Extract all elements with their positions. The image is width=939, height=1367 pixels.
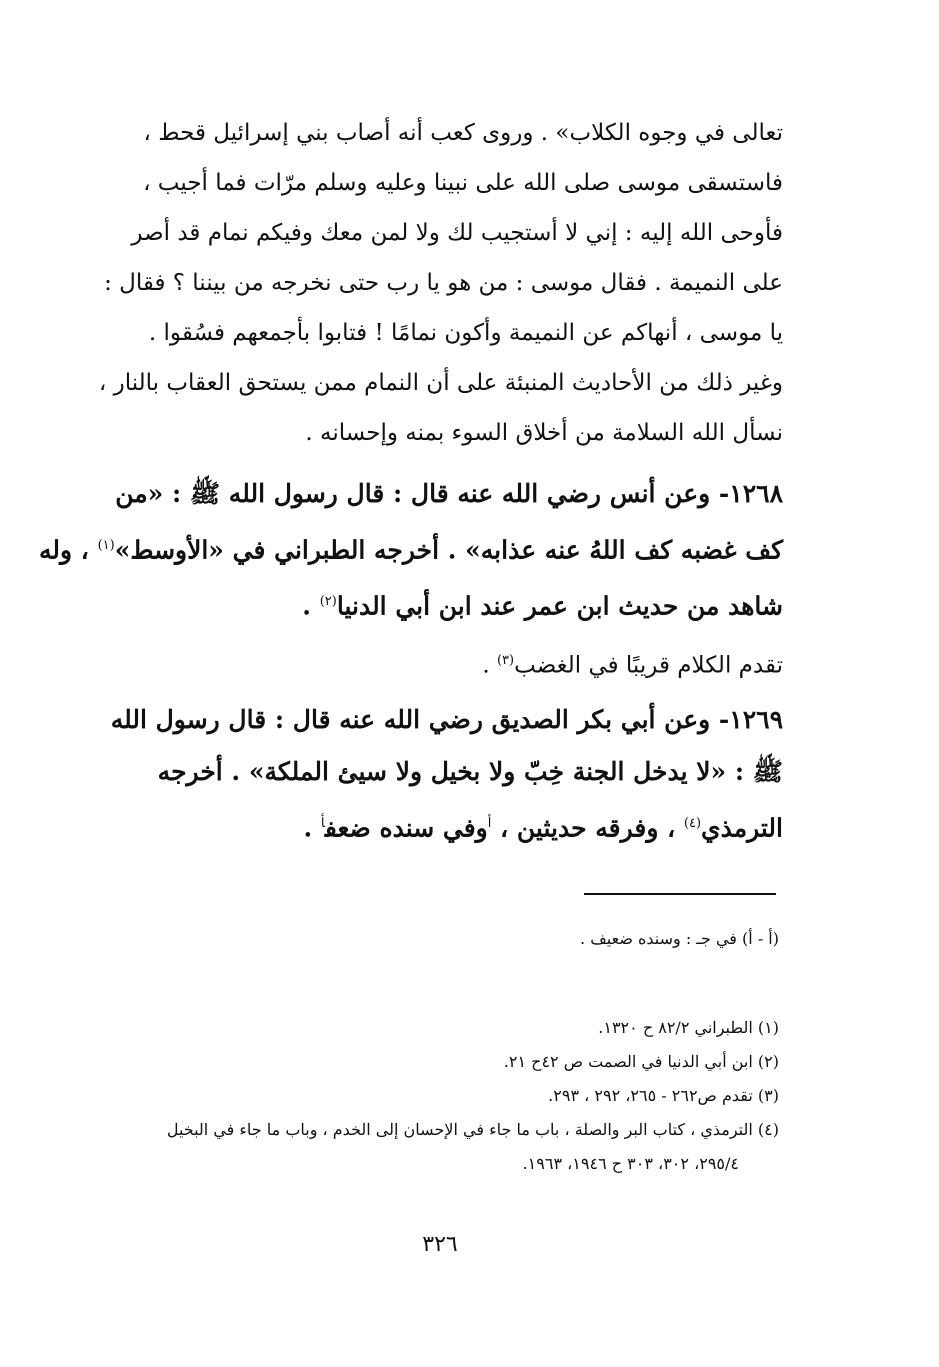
footnote-divider: [584, 893, 776, 895]
footnote-item: (٢) ابن أبي الدنيا في الصمت ص ٤٢ح ٢١.: [503, 1052, 779, 1071]
text-line: فأوحى الله إليه : إني لا أستجيب لك ولا لمن معك وفيكم نمام قد أصر: [131, 220, 783, 246]
footnote-item: (٤) الترمذي ، كتاب البر والصلة ، باب ما جاء في الإحسان إلى الخدم ، وباب ما جاء في البخيل: [166, 1120, 779, 1139]
text-line: تعالى في وجوه الكلاب» . وروى كعب أنه أصاب بني إسرائيل قحط ،: [143, 120, 783, 146]
text-line: على النميمة . فقال موسى : من هو يا رب حتى نخرجه من بيننا ؟ فقال :: [104, 270, 783, 296]
footnote-item-continuation: ٢٩٥/٤، ٣٠٢، ٣٠٣ ح ١٩٤٦، ١٩٦٣.: [522, 1154, 739, 1173]
footnote-ref: (٢): [319, 594, 337, 610]
variant-note: (أ - أ) في جـ : وسنده ضعيف .: [580, 929, 779, 948]
commentary-paragraph: [98, 108, 783, 458]
footnote-item: (١) الطبراني ٨٢/٢ ح ١٣٢٠.: [598, 1018, 779, 1037]
hadith-line: شاهد من حديث ابن عمر عند ابن أبي الدنيا$^{(٢)}$ .: [302, 591, 783, 621]
hadith-1269: [110, 694, 783, 854]
hadith-1268: [39, 468, 783, 633]
footnotes-list: [89, 1011, 779, 1181]
hadith-line: ١٢٦٨- وعن أنس رضي الله عنه قال : قال رسول الله ﷺ : «من: [115, 479, 783, 508]
text-line: يا موسى ، أنهاكم عن النميمة وأكون نمامًا ! فتابوا بأجمعهم فسُقوا .: [148, 320, 783, 346]
footnote-ref: (١): [97, 538, 115, 553]
variant-ref: أ: [320, 816, 325, 831]
footnote-ref: (٣): [496, 653, 515, 668]
footnote-ref: (٤): [683, 816, 702, 831]
text-line: فاستسقى موسى صلى الله على نبينا وعليه وسلم مرّات فما أجيب ،: [143, 170, 783, 196]
commentary-note: تقدم الكلام قريبًا في الغضب$^{(٣)}$ .: [482, 652, 783, 679]
page-number: ٣٢٦: [422, 1232, 458, 1257]
hadith-line: الترمذي$^{(٤)}$ ، وفرقه حديثين ، $^أ$وفي سنده ضعف$^أ$ .: [303, 813, 783, 843]
text-line: نسأل الله السلامة من أخلاق السوء بمنه وإحسانه .: [305, 420, 783, 446]
hadith-line: ١٢٦٩- وعن أبي بكر الصديق رضي الله عنه قال : قال رسول الله: [110, 705, 783, 734]
footnote-item: (٣) تقدم ص٢٦٢ - ٢٦٥، ٢٩٢ ، ٢٩٣.: [548, 1086, 779, 1105]
variant-ref: أ: [487, 816, 492, 831]
text-line: وغير ذلك من الأحاديث المنبئة على أن النمام ممن يستحق العقاب بالنار ،: [98, 370, 783, 396]
hadith-line: كف غضبه كف اللهُ عنه عذابه» . أخرجه الطبراني في «الأوسط»$^{(١)}$ ، وله: [39, 535, 783, 565]
hadith-line: ﷺ : «لا يدخل الجنة خِبّ ولا بخيل ولا سيئ الملكة» . أخرجه: [157, 757, 783, 786]
